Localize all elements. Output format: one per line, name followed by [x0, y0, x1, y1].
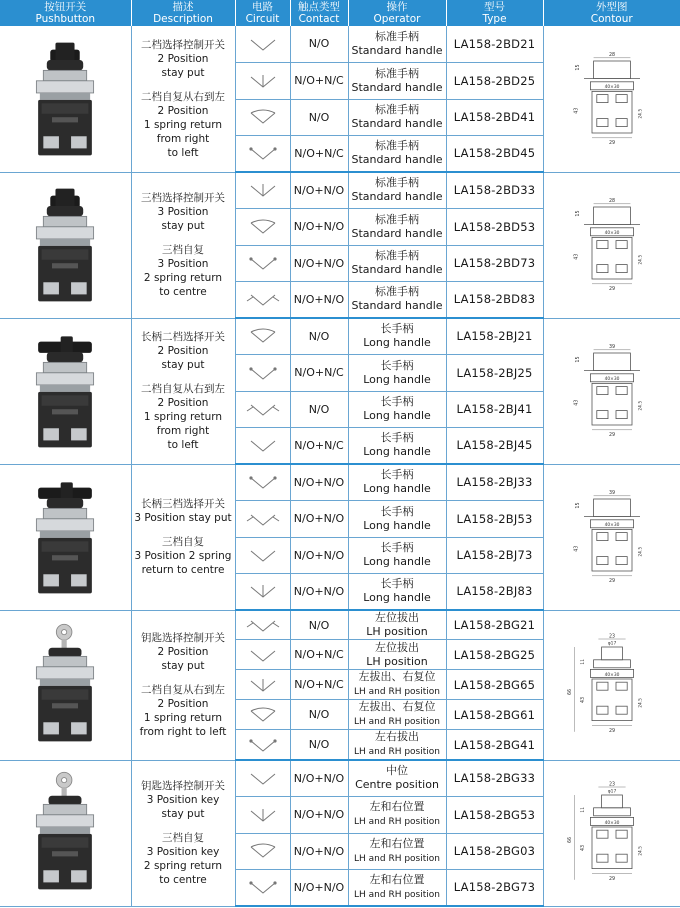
- type-code: LA158-2BG21: [446, 610, 543, 640]
- svg-text:43: 43: [574, 107, 580, 114]
- operator-en: Long handle: [363, 518, 431, 532]
- operator-cn: 长手柄: [380, 541, 414, 554]
- circuit-symbol-icon: [235, 730, 290, 761]
- description-line: 2 Position: [157, 646, 209, 658]
- svg-text:15: 15: [575, 64, 581, 71]
- svg-text:29: 29: [608, 728, 615, 734]
- svg-text:66: 66: [567, 836, 573, 843]
- header-description: 描述 Description: [131, 0, 235, 26]
- contact-type: N/O+N/O: [290, 833, 348, 869]
- pushbutton-photo: [0, 464, 131, 610]
- circuit-symbol-icon: [235, 640, 290, 670]
- svg-text:43: 43: [574, 399, 580, 406]
- operator-cn: 标准手柄: [375, 29, 419, 43]
- description-line: 钥匙选择控制开关: [141, 780, 225, 792]
- description-line: stay put: [161, 66, 205, 79]
- header-pushbutton: 按钮开关 Pushbutton: [0, 0, 131, 26]
- description-line: 三档选择控制开关: [141, 192, 225, 204]
- description-cell: [131, 318, 235, 464]
- type-code: LA158-2BJ45: [446, 427, 543, 464]
- type-code: LA158-2BD83: [446, 281, 543, 318]
- contour-drawing: [543, 610, 680, 760]
- operator-cn: 中位: [386, 764, 408, 778]
- type-code: LA158-2BG65: [446, 670, 543, 700]
- circuit-symbol-icon: [235, 833, 290, 869]
- circuit-symbol-icon: [235, 500, 290, 537]
- description-line: 钥匙选择控制开关: [141, 632, 225, 644]
- operator-cn: 左和右位置: [369, 872, 425, 886]
- operator-en: Standard handle: [351, 117, 443, 130]
- pushbutton-photo: [0, 610, 131, 760]
- description-line: 2 spring return: [143, 860, 223, 872]
- circuit-symbol-icon: [235, 700, 290, 730]
- operator-en: Long handle: [363, 591, 431, 605]
- svg-text:40×30: 40×30: [604, 672, 620, 678]
- circuit-symbol-icon: [235, 464, 290, 500]
- description-line: 1 spring return: [143, 712, 223, 724]
- operator-en: Long handle: [363, 336, 431, 350]
- description-line: 3 Position 2 spring: [134, 550, 232, 562]
- svg-text:39: 39: [608, 491, 615, 497]
- circuit-symbol-icon: [235, 281, 290, 318]
- operator-cell: [348, 62, 446, 99]
- header-type: 型号 Type: [446, 0, 543, 26]
- operator-en: LH and RH position: [354, 889, 440, 900]
- svg-text:40×30: 40×30: [604, 523, 620, 529]
- type-code: LA158-2BD33: [446, 172, 543, 208]
- type-code: LA158-2BJ41: [446, 391, 543, 427]
- contact-type: N/O+N/O: [290, 281, 348, 318]
- description-line: 2 spring return: [143, 272, 223, 284]
- operator-cell: [348, 796, 446, 833]
- circuit-symbol-icon: [235, 869, 290, 906]
- operator-cell: [348, 610, 446, 640]
- operator-cell: [348, 354, 446, 391]
- circuit-symbol-icon: [235, 135, 290, 172]
- contact-type: N/O: [290, 318, 348, 354]
- operator-en: LH and RH position: [354, 687, 440, 697]
- circuit-symbol-icon: [235, 391, 290, 427]
- description-line: to centre: [159, 286, 207, 298]
- svg-text:29: 29: [608, 287, 615, 293]
- table-row: [0, 26, 680, 62]
- operator-en: Long handle: [363, 409, 431, 422]
- contact-type: N/O+N/O: [290, 464, 348, 500]
- description-line: 2 Position: [157, 698, 209, 710]
- description-line: to left: [167, 146, 199, 159]
- svg-text:40×30: 40×30: [604, 231, 620, 237]
- svg-text:66: 66: [567, 688, 573, 695]
- svg-text:43: 43: [580, 696, 586, 703]
- operator-cell: [348, 427, 446, 464]
- svg-text:24.5: 24.5: [638, 254, 644, 265]
- description-line: 2 Position: [157, 104, 209, 117]
- description-line: 3 Position key: [146, 846, 220, 858]
- pushbutton-photo: [0, 172, 131, 318]
- svg-text:15: 15: [575, 210, 581, 217]
- circuit-symbol-icon: [235, 99, 290, 135]
- contact-type: N/O: [290, 730, 348, 761]
- contact-type: N/O: [290, 610, 348, 640]
- type-code: LA158-2BG03: [446, 833, 543, 869]
- operator-cn: 左位拔出: [375, 640, 419, 654]
- operator-cell: [348, 318, 446, 354]
- contact-type: N/O+N/O: [290, 208, 348, 245]
- contact-type: N/O+N/O: [290, 537, 348, 573]
- operator-en: Centre position: [355, 778, 439, 792]
- contact-type: N/O: [290, 26, 348, 62]
- operator-cn: 标准手柄: [375, 285, 419, 299]
- description-line: stay put: [161, 660, 205, 672]
- description-line: 长柄三档选择开关: [141, 498, 225, 510]
- svg-text:15: 15: [575, 356, 581, 363]
- description-line: 二档自复从右到左: [141, 383, 225, 395]
- type-code: LA158-2BJ53: [446, 500, 543, 537]
- table-row: [0, 610, 680, 640]
- type-code: LA158-2BD45: [446, 135, 543, 172]
- operator-cell: [348, 135, 446, 172]
- contact-type: N/O+N/C: [290, 135, 348, 172]
- operator-en: Standard handle: [351, 43, 443, 57]
- description-line: 3 Position stay put: [134, 512, 232, 524]
- type-code: LA158-2BJ83: [446, 573, 543, 610]
- description-line: 2 Position: [157, 397, 209, 409]
- operator-cell: [348, 869, 446, 906]
- type-code: LA158-2BJ25: [446, 354, 543, 391]
- circuit-symbol-icon: [235, 537, 290, 573]
- circuit-symbol-icon: [235, 245, 290, 281]
- svg-text:29: 29: [608, 579, 615, 585]
- contact-type: N/O: [290, 391, 348, 427]
- operator-cn: 标准手柄: [375, 212, 419, 226]
- svg-text:φ17: φ17: [607, 641, 616, 647]
- svg-text:39: 39: [608, 345, 615, 351]
- operator-en: LH and RH position: [354, 817, 440, 827]
- svg-text:23: 23: [608, 782, 615, 788]
- operator-en: LH and RH position: [354, 747, 440, 757]
- type-code: LA158-2BD41: [446, 99, 543, 135]
- operator-cn: 长手柄: [380, 322, 414, 336]
- description-line: 3 Position key: [146, 794, 220, 806]
- operator-cn: 长手柄: [380, 577, 414, 591]
- svg-text:40×30: 40×30: [604, 820, 620, 826]
- description-line: stay put: [161, 808, 205, 820]
- description-line: 二档自复从右到左: [141, 684, 225, 696]
- operator-cell: [348, 537, 446, 573]
- contour-drawing: [543, 172, 680, 318]
- description-line: 2 Position: [157, 345, 209, 357]
- type-code: LA158-2BD21: [446, 26, 543, 62]
- contact-type: N/O+N/O: [290, 760, 348, 796]
- operator-cn: 左和右位置: [369, 800, 425, 813]
- description-line: 1 spring return: [143, 411, 223, 423]
- operator-en: Standard handle: [351, 190, 443, 204]
- circuit-symbol-icon: [235, 62, 290, 99]
- operator-en: Standard handle: [351, 80, 443, 94]
- svg-text:φ17: φ17: [607, 789, 616, 795]
- contour-drawing: [543, 26, 680, 172]
- circuit-symbol-icon: [235, 796, 290, 833]
- type-code: LA158-2BJ33: [446, 464, 543, 500]
- operator-cn: 标准手柄: [375, 176, 419, 190]
- description-line: 三档自复: [162, 536, 204, 548]
- svg-text:24.5: 24.5: [638, 846, 644, 856]
- operator-en: Standard handle: [351, 299, 443, 313]
- svg-text:23: 23: [608, 634, 615, 640]
- type-code: LA158-2BG41: [446, 730, 543, 761]
- pushbutton-photo: [0, 26, 131, 172]
- svg-text:24.5: 24.5: [638, 698, 644, 708]
- svg-text:24.5: 24.5: [638, 400, 644, 411]
- operator-cell: [348, 573, 446, 610]
- operator-cell: [348, 833, 446, 869]
- svg-text:29: 29: [608, 433, 615, 439]
- svg-text:43: 43: [580, 844, 586, 851]
- operator-cn: 长手柄: [380, 504, 414, 518]
- description-line: 3 Position: [157, 206, 209, 218]
- contour-drawing: [543, 318, 680, 464]
- contact-type: N/O+N/C: [290, 62, 348, 99]
- header-contact: 触点类型 Contact: [290, 0, 348, 26]
- contact-type: N/O: [290, 700, 348, 730]
- operator-en: LH position: [366, 654, 428, 668]
- operator-en: Long handle: [363, 482, 431, 496]
- description-cell: [131, 464, 235, 610]
- svg-text:40×30: 40×30: [604, 377, 620, 383]
- operator-en: Long handle: [363, 555, 431, 568]
- operator-en: Long handle: [363, 445, 431, 459]
- type-code: LA158-2BG61: [446, 700, 543, 730]
- type-code: LA158-2BG73: [446, 869, 543, 906]
- description-line: from right: [156, 425, 210, 437]
- svg-text:40×30: 40×30: [604, 84, 620, 90]
- svg-text:24.5: 24.5: [638, 108, 644, 119]
- operator-cell: [348, 208, 446, 245]
- operator-cell: [348, 464, 446, 500]
- operator-en: LH and RH position: [354, 717, 440, 727]
- contact-type: N/O+N/C: [290, 670, 348, 700]
- operator-cn: 长手柄: [380, 431, 414, 445]
- operator-cn: 长手柄: [380, 358, 414, 372]
- operator-cn: 标准手柄: [375, 249, 419, 262]
- table-row: [0, 172, 680, 208]
- type-code: LA158-2BG33: [446, 760, 543, 796]
- operator-cell: [348, 700, 446, 730]
- type-code: LA158-2BD53: [446, 208, 543, 245]
- operator-cn: 标准手柄: [375, 66, 419, 80]
- svg-text:29: 29: [608, 140, 615, 146]
- contact-type: N/O+N/O: [290, 172, 348, 208]
- circuit-symbol-icon: [235, 26, 290, 62]
- type-code: LA158-2BG53: [446, 796, 543, 833]
- contact-type: N/O+N/C: [290, 640, 348, 670]
- operator-cn: 标准手柄: [375, 139, 419, 153]
- header-circuit: 电路 Circuit: [235, 0, 290, 26]
- operator-cn: 标准手柄: [375, 103, 419, 116]
- svg-text:29: 29: [608, 876, 615, 882]
- type-code: LA158-2BG25: [446, 640, 543, 670]
- type-code: LA158-2BJ73: [446, 537, 543, 573]
- operator-cn: 长手柄: [380, 395, 414, 408]
- operator-cell: [348, 245, 446, 281]
- operator-cell: [348, 99, 446, 135]
- description-cell: [131, 26, 235, 172]
- operator-cell: [348, 760, 446, 796]
- circuit-symbol-icon: [235, 318, 290, 354]
- svg-text:24.5: 24.5: [638, 546, 644, 557]
- operator-cell: [348, 391, 446, 427]
- description-line: 三档自复: [162, 244, 204, 256]
- operator-en: LH and RH position: [354, 853, 440, 864]
- svg-text:11: 11: [580, 659, 586, 665]
- operator-cell: [348, 500, 446, 537]
- contact-type: N/O+N/O: [290, 573, 348, 610]
- description-line: 二档自复从右到左: [141, 90, 225, 103]
- operator-en: Standard handle: [351, 153, 443, 167]
- contact-type: N/O+N/O: [290, 500, 348, 537]
- circuit-symbol-icon: [235, 354, 290, 391]
- contact-type: N/O+N/C: [290, 354, 348, 391]
- contact-type: N/O+N/C: [290, 427, 348, 464]
- description-line: 二档选择控制开关: [141, 38, 225, 51]
- table-row: [0, 760, 680, 796]
- operator-cell: [348, 281, 446, 318]
- operator-cell: [348, 730, 446, 761]
- operator-en: Long handle: [363, 372, 431, 386]
- operator-cn: 左和右位置: [369, 836, 425, 850]
- svg-text:43: 43: [574, 545, 580, 552]
- contour-drawing: [543, 760, 680, 906]
- description-line: from right: [156, 132, 210, 145]
- circuit-symbol-icon: [235, 610, 290, 640]
- svg-text:28: 28: [608, 199, 615, 205]
- contact-type: N/O: [290, 99, 348, 135]
- pushbutton-photo: [0, 318, 131, 464]
- operator-cn: 左拔出、右复位: [358, 670, 436, 683]
- operator-cn: 左位拔出: [375, 611, 419, 624]
- description-line: from right to left: [139, 726, 227, 738]
- operator-cn: 左拔出、右复位: [358, 700, 436, 713]
- operator-en: Standard handle: [351, 263, 443, 276]
- operator-cell: [348, 26, 446, 62]
- description-line: stay put: [161, 359, 205, 371]
- operator-cell: [348, 670, 446, 700]
- operator-cn: 左右拔出: [375, 730, 419, 743]
- contact-type: N/O+N/O: [290, 869, 348, 906]
- header-contour: 外型图 Contour: [543, 0, 680, 26]
- circuit-symbol-icon: [235, 670, 290, 700]
- description-line: 长柄二档选择开关: [141, 331, 225, 343]
- pushbutton-photo: [0, 760, 131, 906]
- header-operator: 操作 Operator: [348, 0, 446, 26]
- circuit-symbol-icon: [235, 172, 290, 208]
- circuit-symbol-icon: [235, 760, 290, 796]
- svg-text:28: 28: [608, 52, 615, 58]
- contact-type: N/O+N/O: [290, 796, 348, 833]
- svg-text:15: 15: [575, 502, 581, 509]
- svg-text:11: 11: [580, 807, 586, 813]
- type-code: LA158-2BD73: [446, 245, 543, 281]
- contour-drawing: [543, 464, 680, 610]
- contact-type: N/O+N/O: [290, 245, 348, 281]
- description-line: to left: [167, 439, 199, 451]
- circuit-symbol-icon: [235, 208, 290, 245]
- table-row: [0, 464, 680, 500]
- svg-text:43: 43: [574, 253, 580, 260]
- circuit-symbol-icon: [235, 427, 290, 464]
- table-row: [0, 318, 680, 354]
- description-cell: [131, 610, 235, 760]
- description-cell: [131, 760, 235, 906]
- operator-cell: [348, 640, 446, 670]
- header-row: [0, 0, 680, 26]
- description-line: stay put: [161, 220, 205, 232]
- operator-en: LH position: [366, 625, 428, 638]
- circuit-symbol-icon: [235, 573, 290, 610]
- description-line: 2 Position: [157, 52, 209, 65]
- description-line: return to centre: [141, 564, 225, 576]
- operator-cn: 长手柄: [380, 468, 414, 482]
- description-line: 3 Position: [157, 258, 209, 270]
- description-line: 1 spring return: [143, 118, 223, 131]
- description-line: 三档自复: [162, 832, 204, 844]
- description-line: to centre: [159, 874, 207, 886]
- operator-en: Standard handle: [351, 226, 443, 240]
- type-code: LA158-2BD25: [446, 62, 543, 99]
- type-code: LA158-2BJ21: [446, 318, 543, 354]
- operator-cell: [348, 172, 446, 208]
- description-cell: [131, 172, 235, 318]
